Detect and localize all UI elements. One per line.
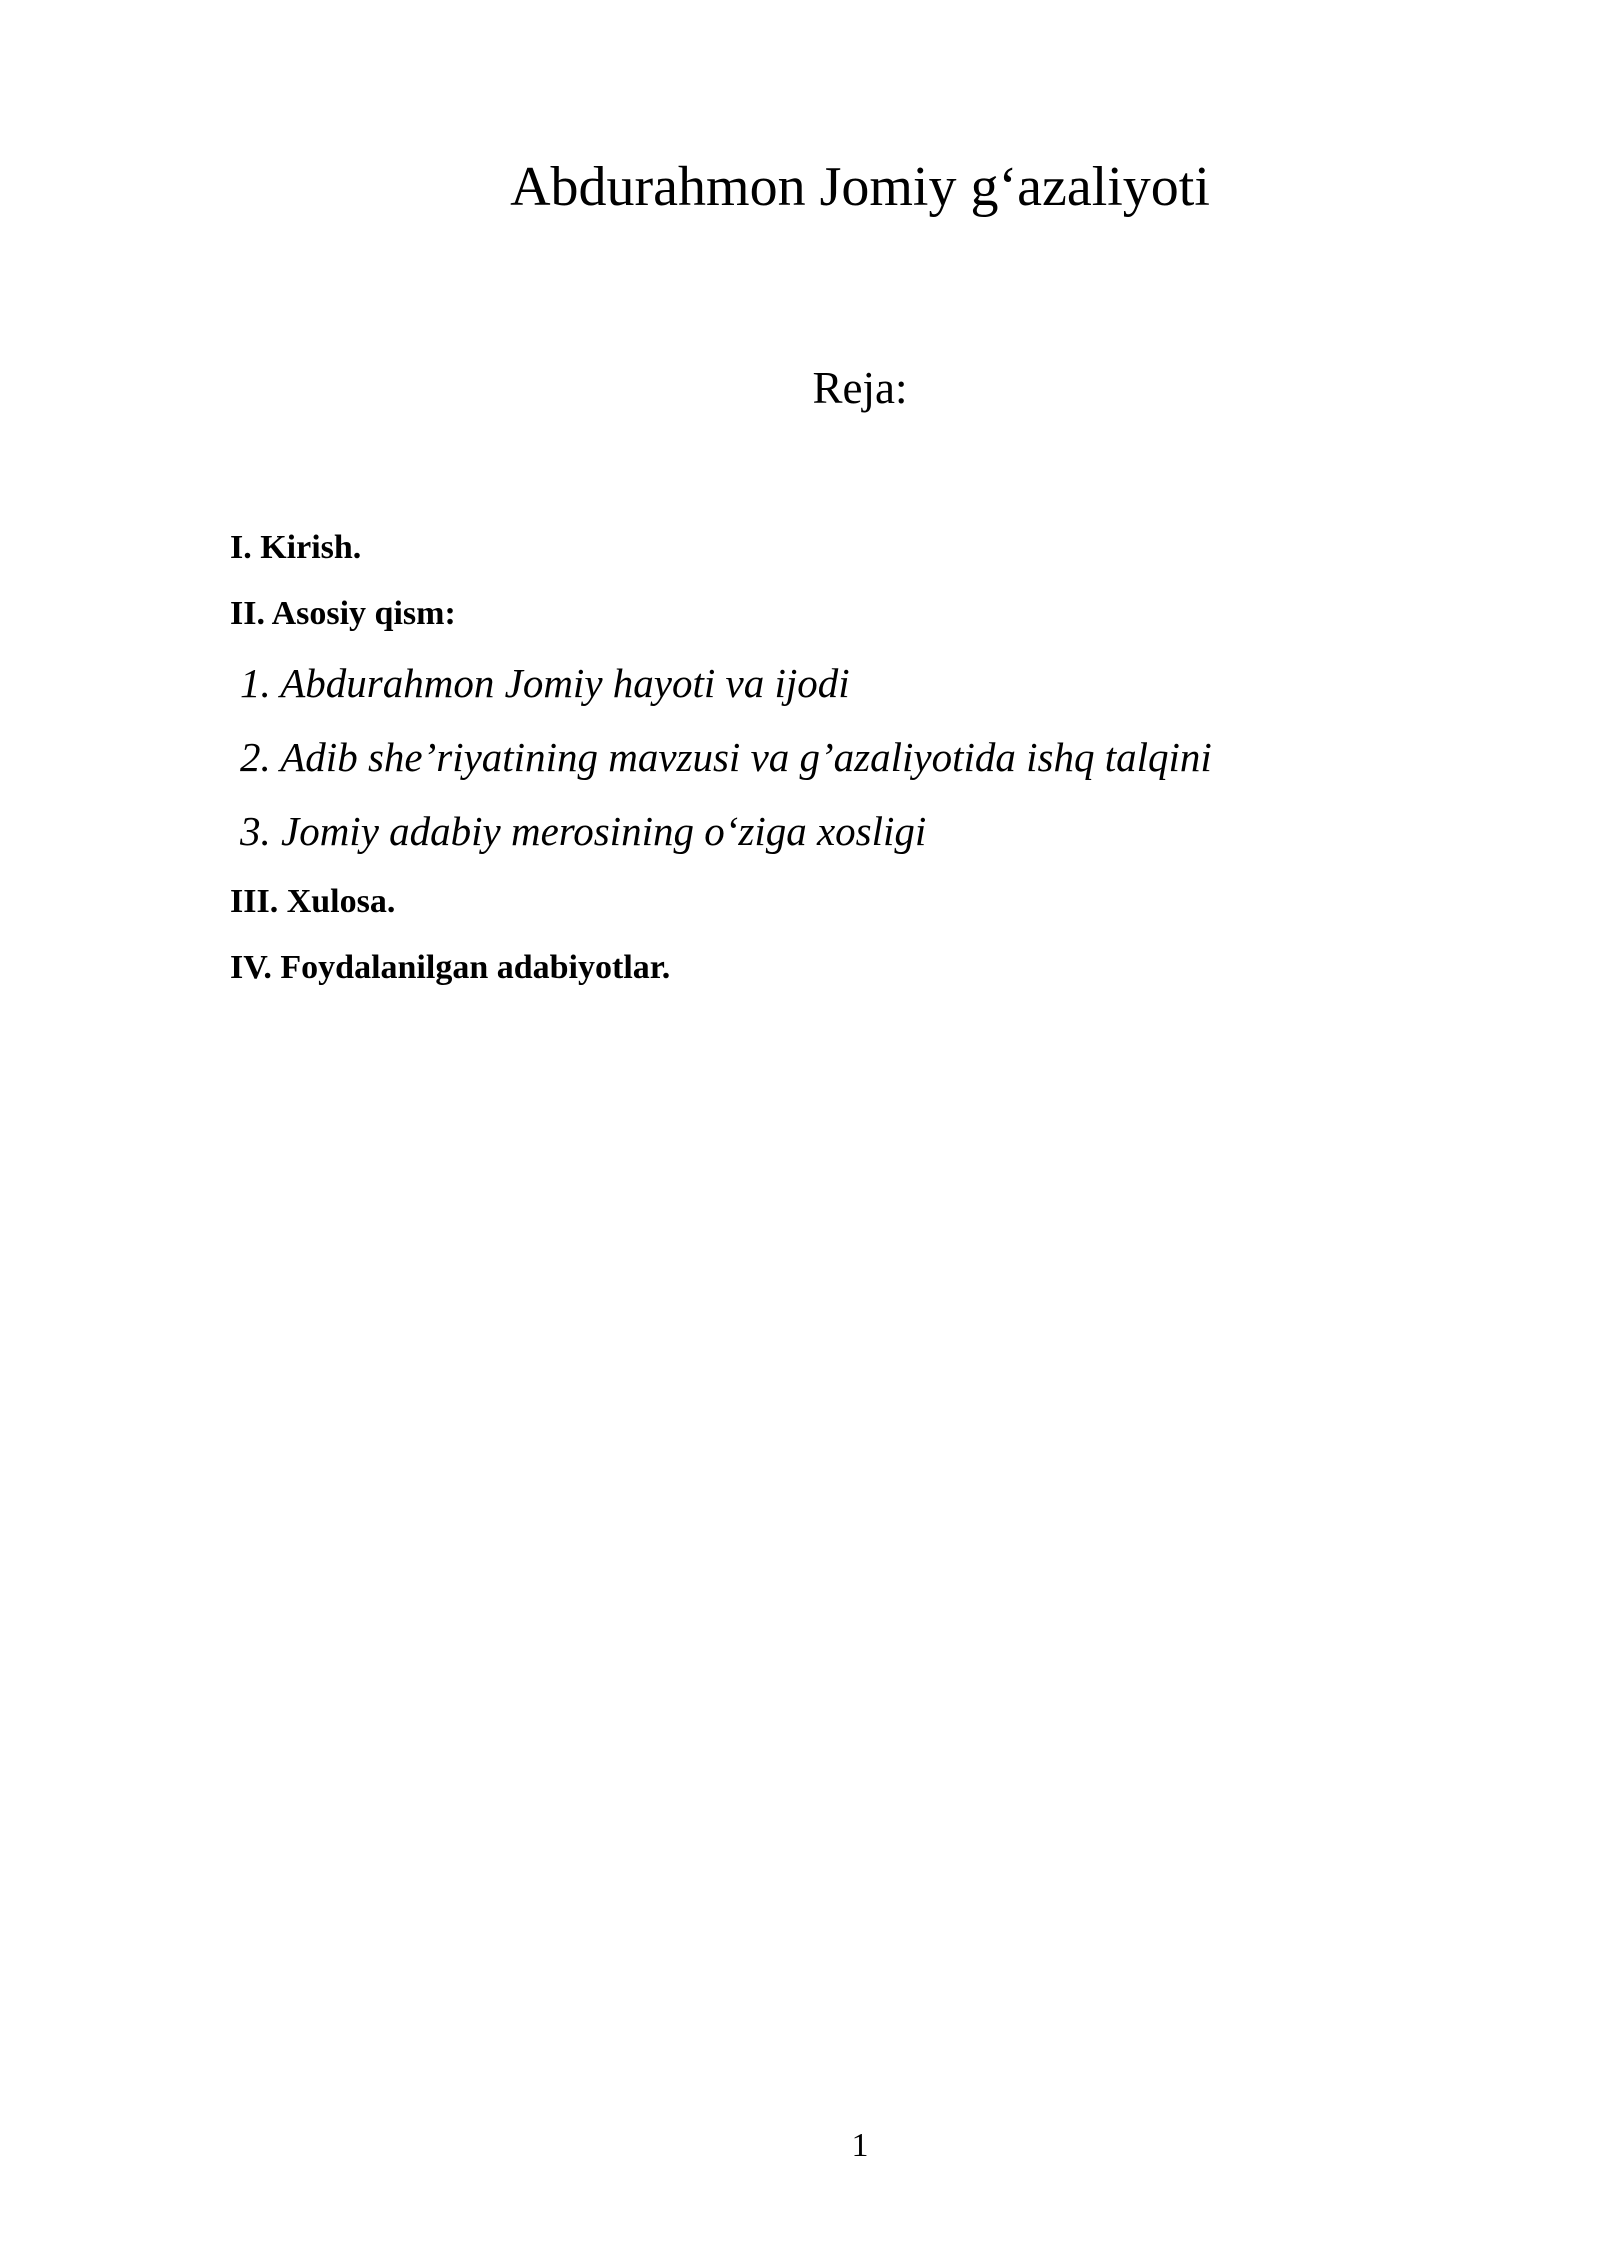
outline-subitem-life-and-work: 1. Abdurahmon Jomiy hayoti va ijodi xyxy=(240,660,850,706)
outline-item-conclusion: III. Xulosa. xyxy=(230,883,396,920)
outline-item-introduction: I. Kirish. xyxy=(230,529,362,566)
outline-item-references: IV. Foydalanilgan adabiyotlar. xyxy=(230,949,671,986)
plan-heading: Reja: xyxy=(812,363,908,413)
page-number: 1 xyxy=(851,2127,869,2164)
document-title: Abdurahmon Jomiy g‘azaliyoti xyxy=(510,156,1210,218)
outline-subitem-literary-heritage: 3. Jomiy adabiy merosining o‘ziga xosligi xyxy=(240,808,927,854)
outline-subitem-poetry-themes: 2. Adib she’riyatining mavzusi va g’azaliyotida ishq talqini xyxy=(240,734,1212,780)
outline-item-main-part: II. Asosiy qism: xyxy=(230,595,456,632)
